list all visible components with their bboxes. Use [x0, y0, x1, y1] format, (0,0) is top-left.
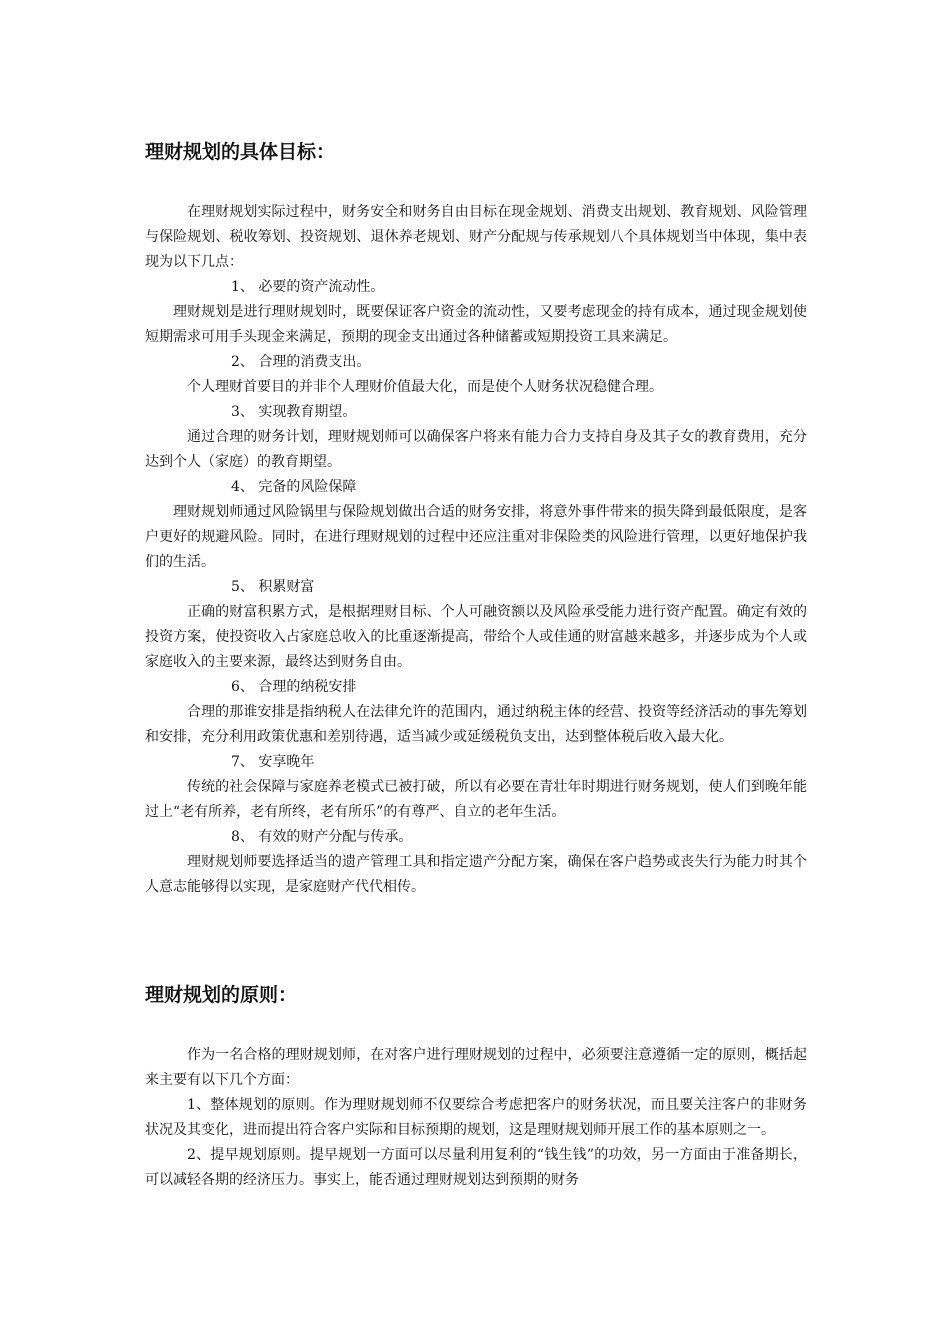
goal-heading-1: 1、 必要的资产流动性。 — [231, 279, 385, 295]
section-title-goals: 理财规划的具体目标： — [145, 141, 336, 163]
goal-heading-5: 5、 积累财富 — [231, 579, 315, 595]
goal-heading-4: 4、 完备的风险保障 — [231, 479, 357, 495]
goal-text-8: 理财规划师要选择适当的遗产管理工具和指定遗产分配方案，确保在客户趋势或丧失行为能力时其个人意志能够得以实现，是家庭财产代代相传。 — [145, 854, 807, 895]
principle-item-2: 2、提早规划原则。提早规划一方面可以尽量利用复利的“钱生钱”的功效，另一方面由于准备期长，可以减轻各期的经济压力。事实上，能否通过理财规划达到预期的财务 — [145, 1147, 807, 1188]
goal-text-4: 理财规划师通过风险锅里与保险规划做出合适的财务安排，将意外事件带来的损失降到最低限度，是客户更好的规避风险。同时，在进行理财规划的过程中还应注重对非保险类的风险进行管理，以更好地保护我们的生活。 — [145, 504, 807, 570]
goal-heading-8: 8、 有效的财产分配与传承。 — [231, 829, 413, 845]
intro-paragraph: 在理财规划实际过程中，财务安全和财务自由目标在现金规划、消费支出规划、教育规划、风险管理与保险规划、税收筹划、投资规划、退休养老规划、财产分配规与传承规划八个具体规划当中体现，集中表现为以下几点： — [145, 204, 807, 270]
section-title-principles: 理财规划的原则： — [145, 984, 298, 1006]
principles-intro-paragraph: 作为一名合格的理财规划师，在对客户进行理财规划的过程中，必须要注意遵循一定的原则，概括起来主要有以下几个方面： — [145, 1047, 807, 1088]
goal-text-2: 个人理财首要目的并非个人理财价值最大化，而是使个人财务状况稳健合理。 — [187, 379, 663, 395]
goal-heading-6: 6、 合理的纳税安排 — [231, 679, 357, 695]
goal-heading-2: 2、 合理的消费支出。 — [231, 354, 371, 370]
goal-heading-7: 7、 安享晚年 — [231, 754, 315, 770]
goal-text-1: 理财规划是进行理财规划时，既要保证客户资金的流动性，又要考虑现金的持有成本，通过现金规划使短期需求可用手头现金来满足，预期的现金支出通过各种储蓄或短期投资工具来满足。 — [145, 304, 807, 345]
goal-text-7: 传统的社会保障与家庭养老模式已被打破，所以有必要在青壮年时期进行财务规划，使人们到晚年能过上“老有所养，老有所终，老有所乐”的有尊严、自立的老年生活。 — [145, 779, 807, 820]
principle-item-1: 1、整体规划的原则。作为理财规划师不仅要综合考虑把客户的财务状况，而且要关注客户的非财务状况及其变化，进而提出符合客户实际和目标预期的规划，这是理财规划师开展工作的基本原则之一。 — [145, 1097, 807, 1138]
section-principles-body — [145, 1043, 807, 1193]
goal-text-5: 正确的财富积累方式，是根据理财目标、个人可融资额以及风险承受能力进行资产配置。确定有效的投资方案，使投资收入占家庭总收入的比重逐渐提高，带给个人或佳通的财富越来越多，并逐步成为个人或家庭收入的主要来源，最终达到财务自由。 — [145, 604, 807, 670]
goal-heading-3: 3、 实现教育期望。 — [231, 404, 357, 420]
goal-text-6: 合理的那谁安排是指纳税人在法律允许的范围内，通过纳税主体的经营、投资等经济活动的事先筹划和安排，充分利用政策优惠和差别待遇，适当减少或延缓税负支出，达到整体税后收入最大化。 — [145, 704, 807, 745]
section-goals-body — [145, 200, 807, 900]
goal-text-3: 通过合理的财务计划，理财规划师可以确保客户将来有能力合力支持自身及其子女的教育费用，充分达到个人（家庭）的教育期望。 — [145, 429, 807, 470]
